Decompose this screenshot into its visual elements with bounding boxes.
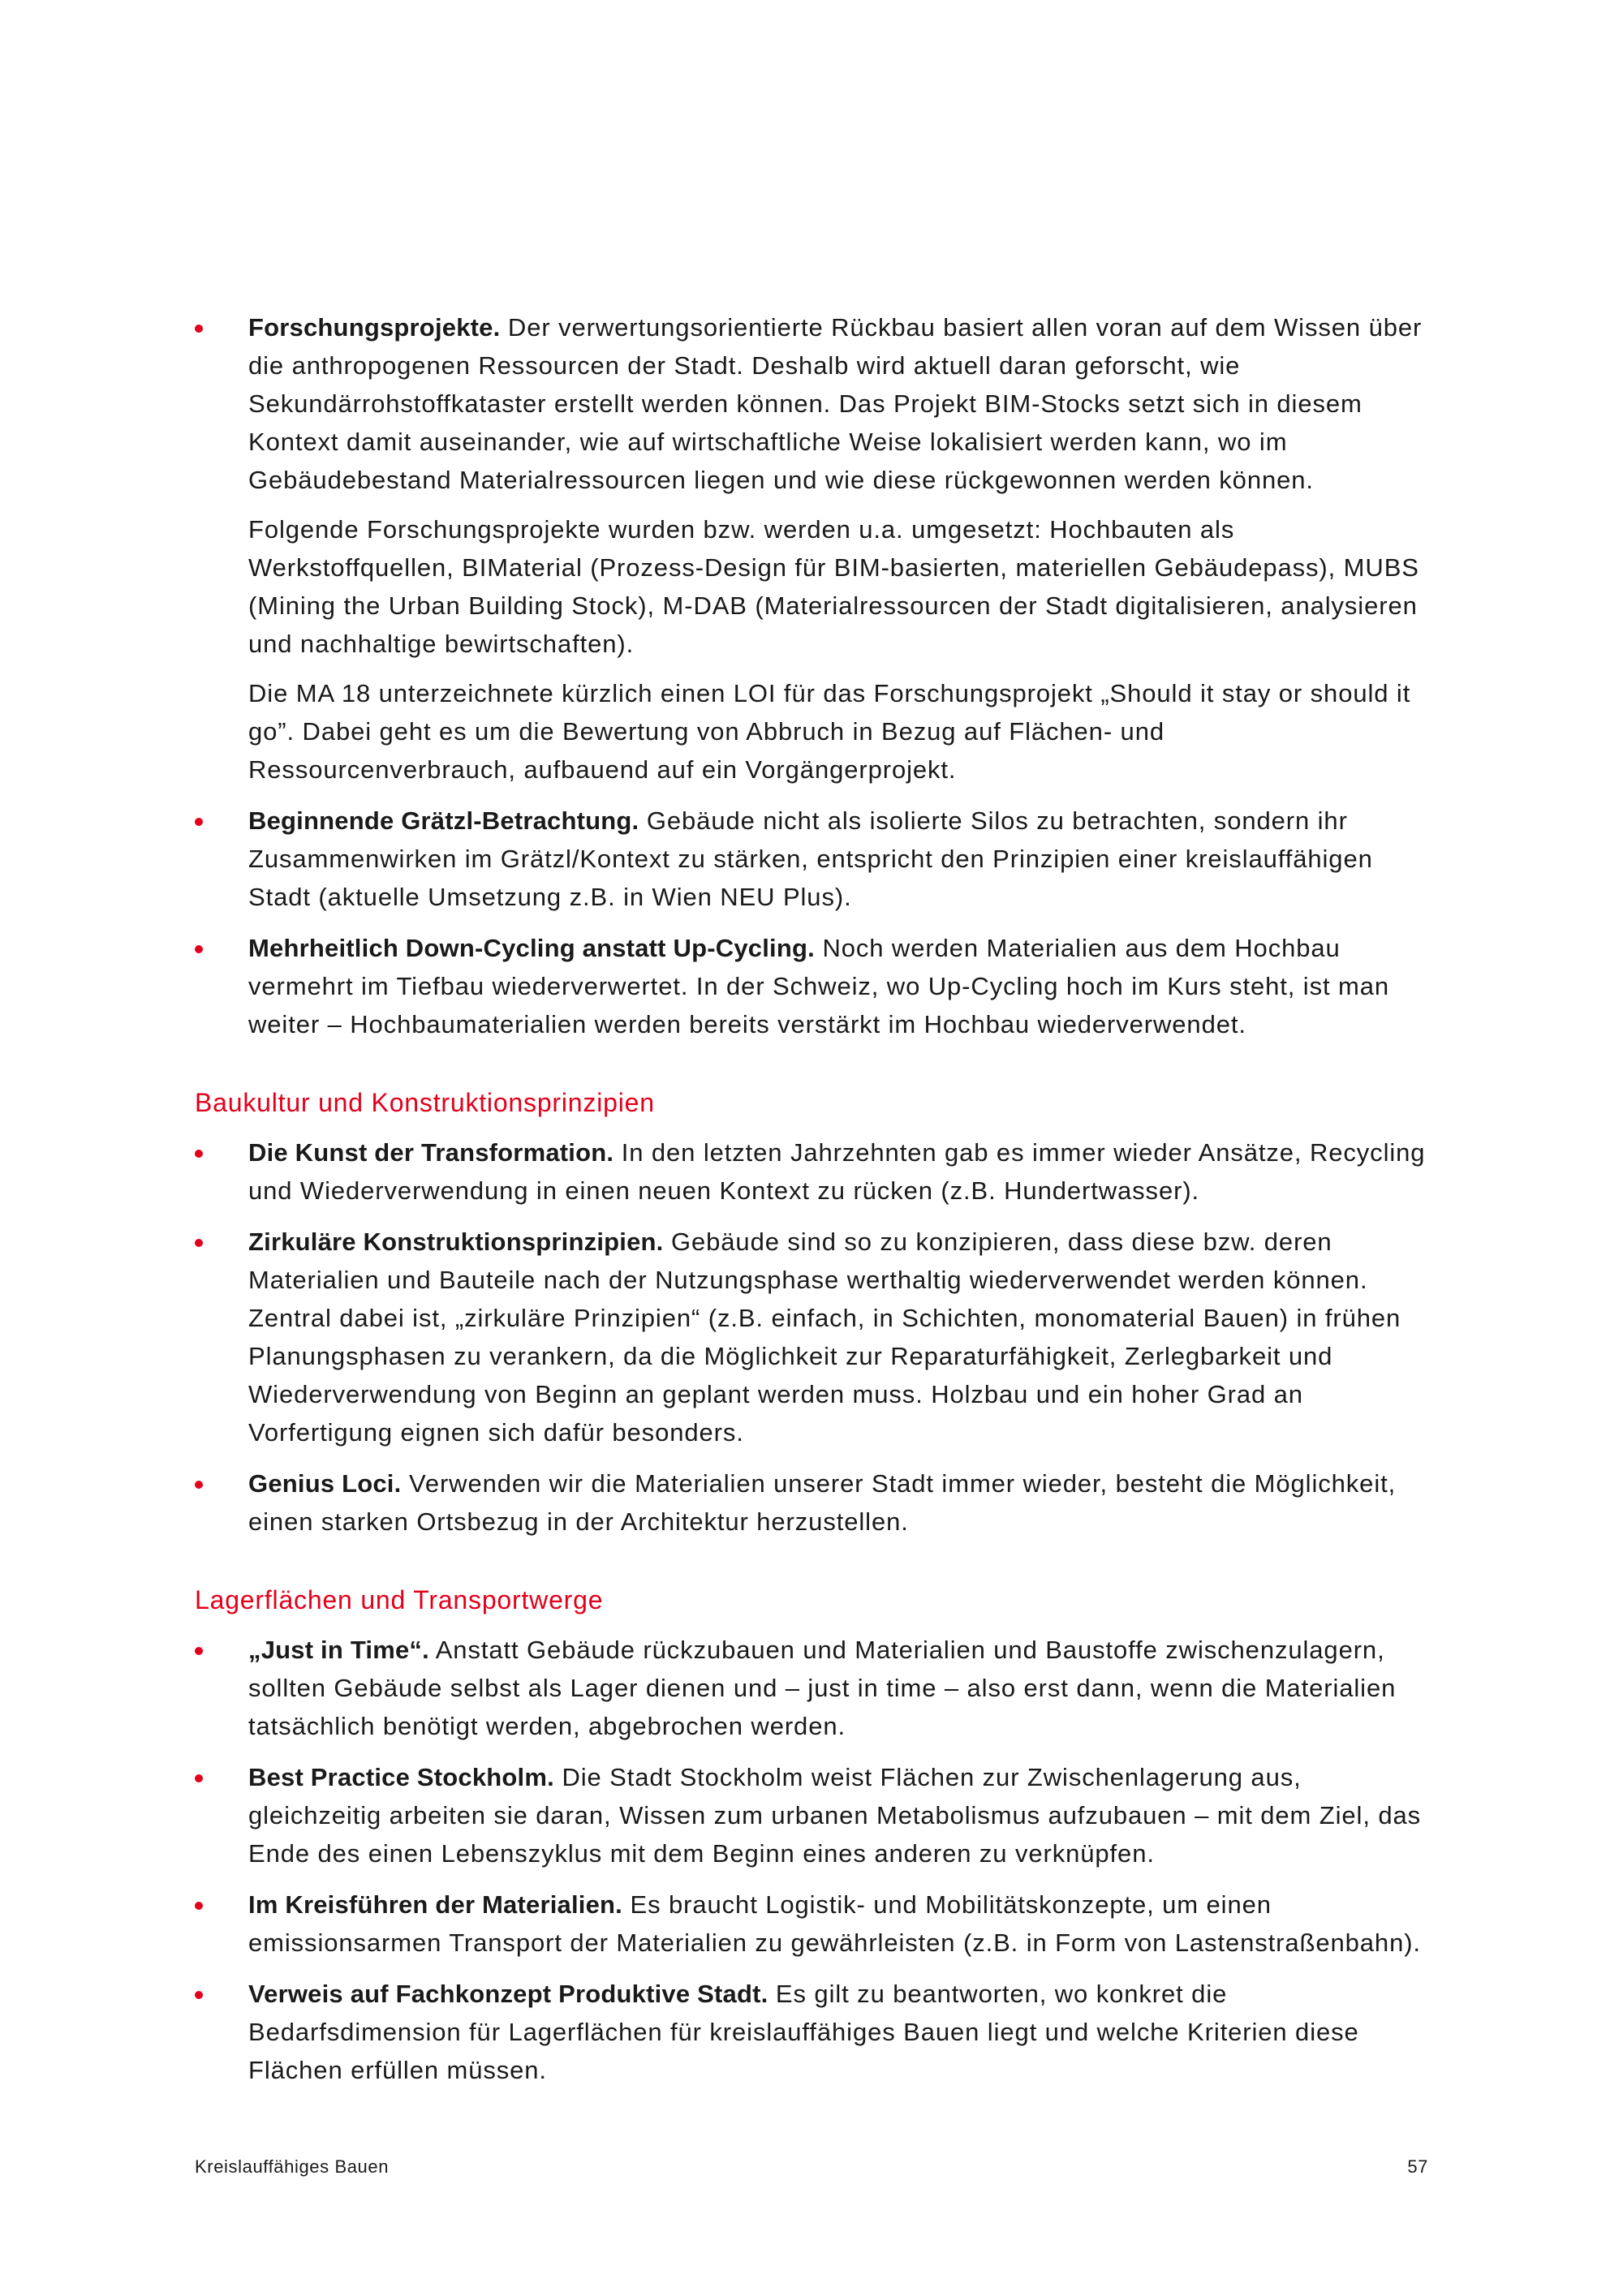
bullet-icon: [195, 1150, 203, 1158]
section-heading-baukultur: Baukultur und Konstruktionsprinzipien: [195, 1088, 655, 1117]
item-lead: Forschungsprojekte.: [248, 313, 501, 342]
item-lead: Beginnende Grätzl-Betrachtung.: [248, 806, 639, 835]
item-text: Gebäude sind so zu konzipieren, dass diese bzw. deren Materialien und Bauteile nach der Nutzungsphase werthaltig wiederverwendet werden können. Zentral dabei ist, „zirkuläre Prinzipien“ (z.B. einfach, in Schichten, monomaterial Bauen) in frühen Planungsphasen zu verankern, da die Möglichkeit zur Reparaturfähigkeit, Zerlegbarkeit und Wiederverwendung von Beginn an geplant werden muss. Holzbau und ein hoher Grad an Vorfertigung eignen sich dafür besonders.: [248, 1228, 1401, 1447]
item-text: In den letzten Jahrzehnten gab es immer wieder Ansätze, Recycling und Wiederverwendung in einen neuen Kontext zu rücken (z.B. Hundertwasser).: [248, 1138, 1426, 1205]
paragraph: [248, 308, 1436, 499]
item-text: Noch werden Materialien aus dem Hochbau vermehrt im Tiefbau wiederverwertet. In der Schweiz, wo Up-Cycling hoch im Kurs steht, ist man weiter – Hochbaumaterialien werden bereits verstärkt im Hochbau wiederverwendet.: [248, 934, 1390, 1038]
item-text: Anstatt Gebäude rückzubauen und Materialien und Baustoffe zwischenzulagern, sollten Gebäude selbst als Lager dienen und – just in time – also erst dann, wenn die Materialien tatsächlich benötigt werden, abgebrochen werden.: [248, 1636, 1397, 1740]
item-lead: „Just in Time“.: [248, 1636, 429, 1664]
item-text: Der verwertungsorientierte Rückbau basiert allen voran auf dem Wissen über die anthropogenen Ressourcen der Stadt. Deshalb wird aktuell daran geforscht, wie Sekundärrohstoffkataster erstellt werden können. Das Projekt BIM-Stocks setzt sich in diesem Kontext damit auseinander, wie auf wirtschaftliche Weise lokalisiert werden kann, wo im Gebäudebestand Materialressourcen liegen und wie diese rückgewonnen werden können.: [248, 313, 1423, 494]
paragraph: [248, 1975, 1436, 2089]
item-text: Verwenden wir die Materialien unserer Stadt immer wieder, besteht die Möglichkeit, einen starken Ortsbezug in der Architektur herzustellen.: [248, 1469, 1397, 1536]
list-item: [195, 308, 1436, 789]
bullet-icon: [195, 945, 203, 953]
item-lead: Die Kunst der Transformation.: [248, 1138, 614, 1167]
bullet-icon: [195, 1481, 203, 1489]
item-lead: Im Kreisführen der Materialien.: [248, 1890, 622, 1919]
paragraph: [248, 1631, 1436, 1745]
document-body: [195, 308, 1436, 2102]
list-item: [195, 1975, 1436, 2089]
item-lead: Best Practice Stockholm.: [248, 1763, 554, 1791]
item-lead: Verweis auf Fachkonzept Produktive Stadt.: [248, 1980, 768, 2008]
item-text: Es braucht Logistik- und Mobilitätskonzepte, um einen emissionsarmen Transport der Materialien zu gewährleisten (z.B. in Form von Lastenstraßenbahn).: [248, 1890, 1421, 1957]
item-text: Gebäude nicht als isolierte Silos zu betrachten, sondern ihr Zusammenwirken im Grätzl/Kontext zu stärken, entspricht den Prinzipien einer kreislauffähigen Stadt (aktuelle Umsetzung z.B. in Wien NEU Plus).: [248, 806, 1373, 911]
list-item: [195, 802, 1436, 916]
bullet-icon: [195, 1774, 203, 1782]
page-footer: [195, 2156, 1428, 2178]
bullet-icon: [195, 325, 203, 333]
item-lead: Genius Loci.: [248, 1469, 402, 1498]
footer-title: Kreislauffähiges Bauen: [195, 2156, 390, 2177]
section-3-list: [195, 1631, 1436, 2089]
list-item: [195, 1758, 1436, 1872]
list-item: [195, 1631, 1436, 1745]
section-heading-lagerflaechen: Lagerflächen und Transportwerge: [195, 1585, 604, 1615]
list-item: [195, 1133, 1436, 1210]
paragraph: [248, 1464, 1436, 1541]
item-text: Die Stadt Stockholm weist Flächen zur Zwischenlagerung aus, gleichzeitig arbeiten sie daran, Wissen zum urbanen Metabolismus aufzubauen – mit dem Ziel, das Ende des einen Lebenszyklus mit dem Beginn eines anderen zu verknüpfen.: [248, 1763, 1422, 1868]
item-lead: Zirkuläre Konstruktionsprinzipien.: [248, 1228, 664, 1256]
list-item: [195, 929, 1436, 1043]
paragraph: Folgende Forschungsprojekte wurden bzw. werden u.a. umgesetzt: Hochbauten als Werkstoffquellen, BIMaterial (Prozess-Design für BIM-basierten, materiellen Gebäudepass), MUBS (Mining the Urban Building Stock), M-DAB (Materialressourcen der Stadt digitalisieren, analysieren und nachhaltige bewirtschaften).: [248, 515, 1419, 658]
section-1-list: [195, 308, 1436, 1043]
list-item: [195, 1223, 1436, 1451]
bullet-icon: [195, 1239, 203, 1247]
paragraph: [248, 929, 1436, 1043]
bullet-icon: [195, 1991, 203, 1999]
section-2-list: [195, 1133, 1436, 1541]
paragraph: Die MA 18 unterzeichnete kürzlich einen LOI für das Forschungsprojekt „Should it stay or should it go”. Dabei geht es um die Bewertung von Abbruch in Bezug auf Flächen- und Ressourcenverbrauch, aufbauend auf ein Vorgängerprojekt.: [248, 679, 1411, 784]
paragraph: [248, 1885, 1436, 1962]
bullet-icon: [195, 1647, 203, 1655]
paragraph: [248, 1133, 1436, 1210]
bullet-icon: [195, 1902, 203, 1910]
item-lead: Mehrheitlich Down-Cycling anstatt Up-Cycling.: [248, 934, 815, 962]
paragraph: [248, 802, 1436, 916]
list-item: [195, 1885, 1436, 1962]
paragraph: [248, 1758, 1436, 1872]
bullet-icon: [195, 818, 203, 826]
paragraph: [248, 1223, 1436, 1451]
list-item: [195, 1464, 1436, 1541]
item-text: Es gilt zu beantworten, wo konkret die Bedarfsdimension für Lagerflächen für kreislauffähiges Bauen liegt und welche Kriterien diese Flächen erfüllen müssen.: [248, 1980, 1359, 2084]
page-number: 57: [1407, 2156, 1428, 2177]
